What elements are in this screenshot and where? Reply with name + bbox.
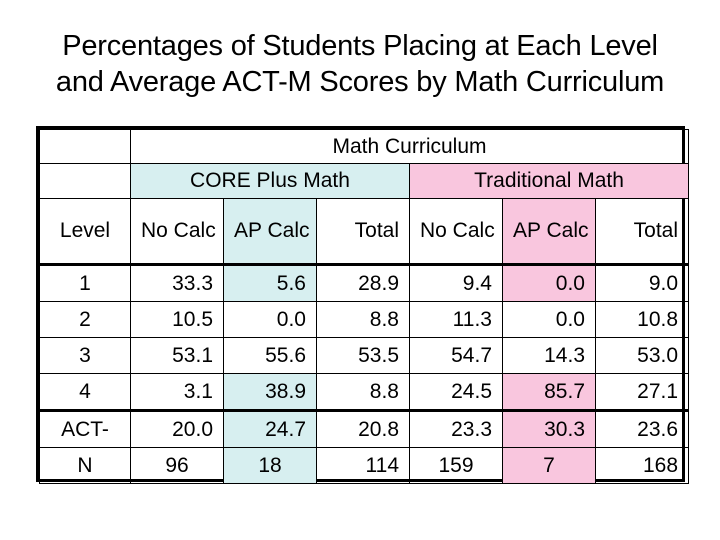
cell-trad-total: 23.6	[596, 411, 689, 448]
cell-level: 2	[40, 302, 131, 338]
cell-trad-no-calc: 24.5	[410, 374, 503, 411]
cell-core-no-calc: 20.0	[131, 411, 224, 448]
title-line-1: Percentages of Students Placing at Each Level	[62, 30, 658, 62]
table-row	[40, 338, 689, 374]
corner-cell-2	[40, 164, 131, 199]
cell-level: N	[40, 448, 131, 484]
core-no-calc-header: No Calc	[131, 199, 224, 265]
cell-trad-ap-calc: 30.3	[503, 411, 596, 448]
trad-ap-calc-header: AP Calc	[503, 199, 596, 265]
table-row	[40, 302, 689, 338]
cell-trad-ap-calc: 85.7	[503, 374, 596, 411]
cell-core-total: 8.8	[317, 374, 410, 411]
cell-core-no-calc: 33.3	[131, 265, 224, 302]
cell-core-no-calc: 96	[131, 448, 224, 484]
cell-level: ACT-	[40, 411, 131, 448]
table-body	[40, 265, 689, 484]
cell-trad-total: 168	[596, 448, 689, 484]
cell-trad-ap-calc: 0.0	[503, 302, 596, 338]
cell-trad-ap-calc: 14.3	[503, 338, 596, 374]
cell-core-no-calc: 3.1	[131, 374, 224, 411]
data-table	[39, 129, 689, 484]
core-ap-calc-header: AP Calc	[224, 199, 317, 265]
cell-core-total: 28.9	[317, 265, 410, 302]
cell-trad-total: 53.0	[596, 338, 689, 374]
cell-trad-total: 9.0	[596, 265, 689, 302]
chart-title	[0, 28, 720, 100]
cell-core-total: 20.8	[317, 411, 410, 448]
cell-core-total: 8.8	[317, 302, 410, 338]
table-row	[40, 448, 689, 484]
cell-core-no-calc: 10.5	[131, 302, 224, 338]
cell-core-total: 114	[317, 448, 410, 484]
table-row	[40, 374, 689, 411]
cell-trad-ap-calc: 7	[503, 448, 596, 484]
traditional-group-header: Traditional Math	[410, 164, 689, 199]
trad-total-header: Total	[596, 199, 689, 265]
table-row	[40, 265, 689, 302]
cell-core-ap-calc: 18	[224, 448, 317, 484]
data-table-frame	[36, 126, 685, 482]
cell-core-no-calc: 53.1	[131, 338, 224, 374]
cell-level: 4	[40, 374, 131, 411]
cell-core-total: 53.5	[317, 338, 410, 374]
cell-trad-no-calc: 159	[410, 448, 503, 484]
cell-level: 1	[40, 265, 131, 302]
trad-no-calc-header: No Calc	[410, 199, 503, 265]
cell-trad-ap-calc: 0.0	[503, 265, 596, 302]
cell-trad-total: 27.1	[596, 374, 689, 411]
level-column-header: Level	[40, 199, 131, 265]
math-curriculum-header: Math Curriculum	[131, 130, 689, 164]
cell-core-ap-calc: 38.9	[224, 374, 317, 411]
table-row	[40, 411, 689, 448]
cell-trad-no-calc: 9.4	[410, 265, 503, 302]
core-total-header: Total	[317, 199, 410, 265]
cell-trad-no-calc: 11.3	[410, 302, 503, 338]
cell-core-ap-calc: 24.7	[224, 411, 317, 448]
cell-trad-no-calc: 23.3	[410, 411, 503, 448]
cell-core-ap-calc: 0.0	[224, 302, 317, 338]
core-plus-group-header: CORE Plus Math	[131, 164, 410, 199]
cell-core-ap-calc: 5.6	[224, 265, 317, 302]
cell-core-ap-calc: 55.6	[224, 338, 317, 374]
cell-trad-total: 10.8	[596, 302, 689, 338]
title-line-2: and Average ACT-M Scores by Math Curriculum	[55, 66, 665, 98]
cell-level: 3	[40, 338, 131, 374]
cell-trad-no-calc: 54.7	[410, 338, 503, 374]
corner-cell	[40, 130, 131, 164]
